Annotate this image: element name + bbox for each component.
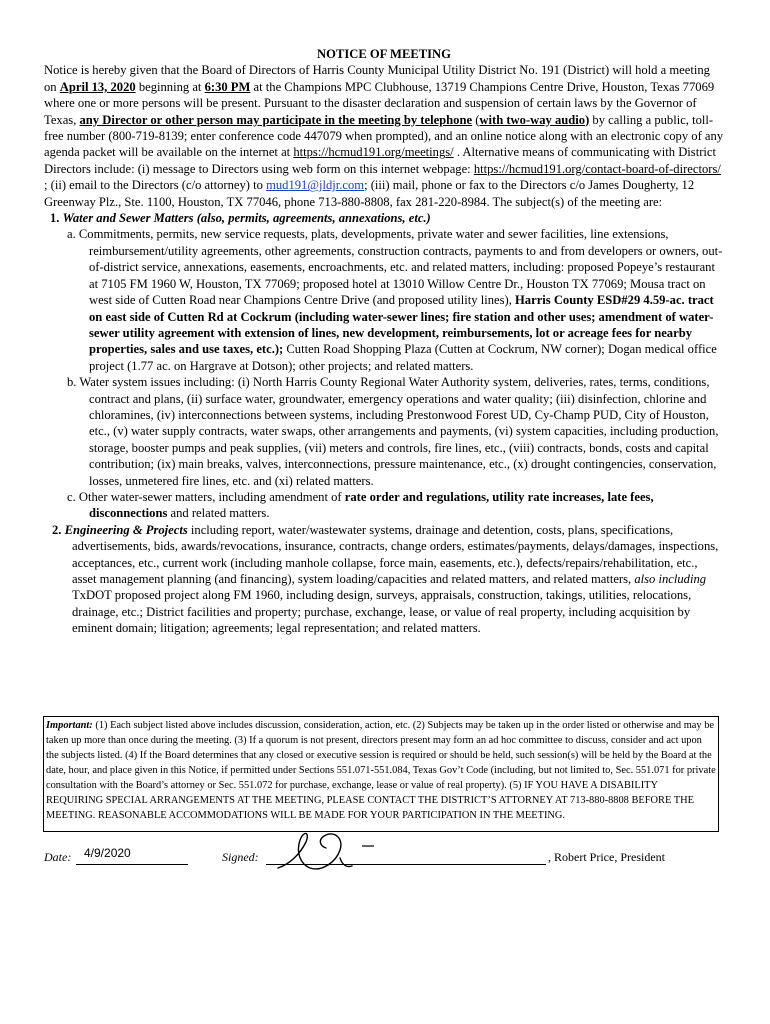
date-value: 4/9/2020 <box>84 846 131 860</box>
meetings-link[interactable]: https://hcmud191.org/meetings/ <box>293 145 454 160</box>
meeting-time: 6:30 PM <box>204 79 251 94</box>
item-number: 2. <box>52 522 62 537</box>
item-text-bold: rate order and regulations, utility rate increases, late fees, disconnections <box>89 489 654 521</box>
intro-text: by calling a public, toll-free number (800-719-8139; enter conference code 447079 when prompted), and an online notice along with an electronic copy of any agenda packet will be available on the internet at <box>44 112 724 160</box>
item-heading: Water and Sewer Matters (also, permits, agreements, annexations, etc.) <box>62 211 431 226</box>
date-label: Date: <box>44 850 72 864</box>
item-1-heading <box>50 210 724 226</box>
handwritten-signature-icon <box>270 824 390 876</box>
meeting-date: April 13, 2020 <box>59 79 136 94</box>
intro-text: ; (iii) mail, phone or fax to the Directors c/o James Dougherty, 12 Greenway Plz., Ste. 1100, Houston, TX 77046, phone 713-880-8808, fax 281-220-8984. The subject(s) of the meeting are: <box>44 178 695 209</box>
intro-text: Notice is hereby given that the Board of Directors of Harris County Municipal Utility District No. 191 (District) will hold a meeting on <box>44 63 710 94</box>
item-number: 1. <box>50 211 60 226</box>
intro-text: ; (ii) email to the Directors (c/o attorney) to <box>44 178 267 193</box>
intro-text: . Alternative means of communicating with District Directors include: (i) message to Directors using web form on this internet webpage: <box>44 145 716 176</box>
notice-intro <box>44 62 724 210</box>
item-text-bold: Harris County ESD#29 4.59-ac. tract on east side of Cutten Rd at Cockrum (including water-sewer lines; fire station and other uses; amendment of water-sewer utility agreement with extension of lines, new development, reimbursements, lot or acreage fees for nearby properties, sales and use taxes, etc.); <box>89 293 714 357</box>
important-notice-box <box>43 716 719 832</box>
president-name: , Robert Price, President <box>548 850 665 864</box>
notice-document <box>44 46 724 637</box>
telephone-clause: any Director or other person may participate in the meeting by telephone <box>79 112 473 127</box>
notice-title: NOTICE OF MEETING <box>317 47 451 61</box>
important-label: Important: <box>46 720 93 731</box>
item-1b: b. Water system issues including: (i) North Harris County Regional Water Authority system, deliveries, rates, terms, conditions, contract and plans, (ii) surface water, groundwater, emergency operations and water quality; (iii) disinfection, chlorine and chloramines, (iv) interconnections between systems, including Prestonwood Forest UD, Cy-Champ PUD, City of Houston, etc., (v) water supply contracts, water swaps, other arrangements and payments, (vi) system capacities, including production, storage, booster pumps and peak supplies, (vii) meters and controls, fire lines, etc., (viii) contracts, bonds, costs and capital contribution; (ix) main breaks, valves, interconnections, pressure maintenance, etc., (x) drought contingencies, conservation, losses, unmetered fire lines, etc. and (xi) related matters. <box>67 375 719 488</box>
contact-link[interactable]: https://hcmud191.org/contact-board-of-directors/ <box>473 161 721 176</box>
item-text: and related matters. <box>167 506 270 521</box>
important-text: (1) Each subject listed above includes discussion, consideration, action, etc. (2) Subjects may be taken up in the order listed or otherwise and may be taken up more than once during the meeting. (3) If a quorum is not present, directors present may form an ad hoc committee to discuss, consider and act upon the subjects listed. (4) If the Board determines that any closed or executive session is required or should be held, such session(s) will be held by the Board at the date, hour, and place given in this Notice, if permitted under Sections 551.071-551.084, Texas Gov’t Code (including, but not limited to, Sec. 551.071 for private consultation with the Board’s attorney or Sec. 551.072 for purchase, exchange, lease or value of real property). (5) IF YOU HAVE A DISABILITY REQUIRING SPECIAL ARRANGEMENTS AT THE MEETING, PLEASE CONTACT THE DISTRICT’S ATTORNEY AT 713-880-8808 BEFORE THE MEETING. REASONABLE ACCOMMODATIONS WILL BE MADE FOR YOUR PARTICIPATION IN THE MEETING. <box>46 720 716 821</box>
intro-text: ( <box>472 112 480 127</box>
item-1a <box>67 226 724 374</box>
two-way-audio: with two-way audio) <box>479 112 590 127</box>
item-text: TxDOT proposed project along FM 1960, including design, surveys, appraisals, construction, takings, utilities, relocations, drainage, etc.; District facilities and property; purchase, exchange, lease, or value of real property, including acquisition by eminent domain; litigation; agreements; legal representation; and related matters. <box>72 588 692 636</box>
item-1c <box>67 489 724 522</box>
item-2 <box>52 522 724 637</box>
item-text: Cutten Road Shopping Plaza (Cutten at Cockrum, NW corner); Dogan medical office project (1.77 ac. on Hargrave at Dotson); other projects; and related matters. <box>89 342 717 373</box>
date-line <box>76 864 188 865</box>
signed-label: Signed: <box>222 850 259 864</box>
intro-text: beginning at <box>135 79 205 94</box>
intro-text: at the Champions MPC Clubhouse, 13719 Champions Centre Drive, Houston, Texas 77069 where one or more persons will be present. Pursuant to the disaster declaration and suspension of certain laws by the Governor of Texas, <box>44 79 715 127</box>
item-text: c. Other water-sewer matters, including amendment of <box>67 489 345 504</box>
item-heading: Engineering & Projects <box>64 522 188 537</box>
email-link[interactable]: mud191@jldjr.com <box>266 178 365 193</box>
item-text: a. Commitments, permits, new service requests, plats, developments, private water and sewer facilities, line extensions, reimbursement/utility agreements, other agreements, construction contracts, payments to and from developers or owners, out-of-district service, annexations, easements, encroachments, etc. and related matters, including: proposed Popeye’s restaurant at 7105 FM 1960 W, Houston, TX 77069; proposed hotel at 13010 Willow Centre Dr., Houston TX 77069; Mousa tract on west side of Cutten Road near Champions Centre Drive (and proposed utility lines), <box>67 227 723 308</box>
item-text-italic: also including <box>634 572 707 586</box>
item-text: including report, water/wastewater systems, drainage and detention, costs, plans, specifications, advertisements, bids, awards/revocations, insurance, contracts, change orders, estimates/payments, delays/damages, inspections, acceptances, etc., current work (including manhole collapse, force main, easements, etc.), defects/repairs/rehabilitation, etc., asset management planning (and financing), system loading/capacities and related matters, and related matters, <box>72 522 719 586</box>
